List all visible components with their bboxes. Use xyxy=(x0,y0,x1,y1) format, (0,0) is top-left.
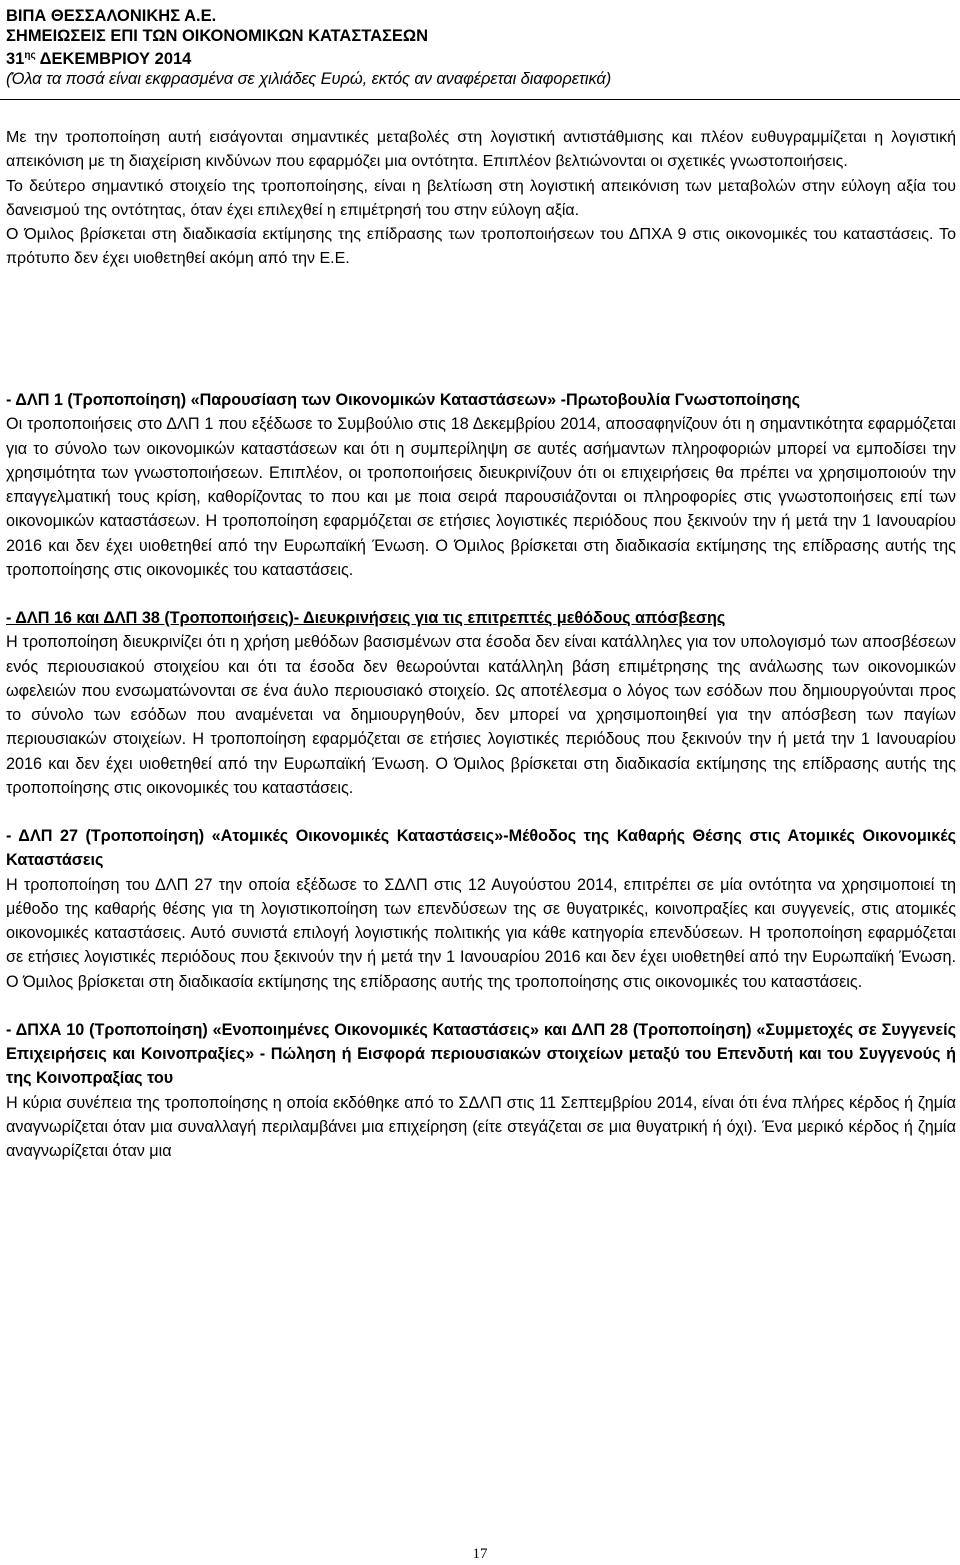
header-divider xyxy=(0,99,960,100)
section-title: - ΔΠΧΑ 10 (Τροποποίηση) «Ενοποιημένες Οικονομικές Καταστάσεις» και ΔΛΠ 28 (Τροποποίηση) «Συμμετοχές σε Συγγενείς Επιχειρήσεις και Κοινοπραξίες» - Πώληση ή Εισφορά περιουσιακών στοιχείων μεταξύ του Επενδυτή και του Συγγενούς ή της Κοινοπραξίας του xyxy=(6,1020,956,1088)
section-title: - ΔΛΠ 27 (Τροποποίηση) «Ατομικές Οικονομικές Καταστάσεις»-Μέθοδος της Καθαρής Θέσης στις Ατομικές Οικονομικές Καταστάσεις xyxy=(6,827,956,870)
date-day: 31 xyxy=(6,50,25,68)
intro-block xyxy=(6,126,956,272)
section-body: Η κύρια συνέπεια της τροποποίησης η οποία εκδόθηκε από το ΣΔΛΠ στις 11 Σεπτεμβρίου 2014, είναι ότι ένα πλήρες κέρδος ή ζημία αναγνωρίζεται όταν μια συναλλαγή περιλαμβάνει μια επιχείρηση (είτε στεγάζεται σε μια θυγατρική ή όχι). Ένα μερικό κέρδος ή ζημία αναγνωρίζεται όταν μια xyxy=(6,1093,956,1160)
date-rest: ΔΕΚΕΜΒΡΙΟΥ 2014 xyxy=(35,50,192,68)
intro-paragraph-2: Το δεύτερο σημαντικό στοιχείο της τροποποίησης, είναι η βελτίωση στη λογιστική απεικόνιση των μεταβολών στην εύλογη αξία του δανεισμού της οντότητας, όταν έχει επιλεχθεί η επιμέτρησή του στην εύλογη αξία. xyxy=(6,177,956,219)
section-ias-16-38 xyxy=(6,606,956,800)
section-title: - ΔΛΠ 16 και ΔΛΠ 38 (Τροποποιήσεις)- Διευκρινήσεις για τις επιτρεπτές μεθόδους απόσβεσης xyxy=(6,609,726,627)
section-body: Η τροποποίηση διευκρινίζει ότι η χρήση μεθόδων βασισμένων στα έσοδα δεν είναι κατάλληλες για τον υπολογισμό των αποσβέσεων ενός περιουσιακού στοιχείου και ότι τα έσοδα δεν θεωρούνται κατάλληλη βάση επιμέτρησης της ανάλωσης των οικονομικών ωφελειών που ενσωματώνονται σε ένα άυλο περιουσιακό στοιχείο. Ως αποτέλεσμα ο λόγος των εσόδων που δημιουργούνται προς το σύνολο των εσόδων που αναμένεται να δημιουργηθούν, δεν μπορεί να χρησιμοποιηθεί για την απόσβεση των παγίων περιουσιακών στοιχείων. Η τροποποίηση εφαρμόζεται σε ετήσιες λογιστικές περιόδους που ξεκινούν την ή μετά την 1 Ιανουαρίου 2016 και δεν έχει υιοθετηθεί από την Ευρωπαϊκή Ένωση. Ο Όμιλος βρίσκεται στη διαδικασία εκτίμησης της επίδρασης αυτής της τροποποίησης στις οικονομικές του καταστάσεις. xyxy=(6,633,956,797)
section-body: Οι τροποποιήσεις στο ΔΛΠ 1 που εξέδωσε το Συμβούλιο στις 18 Δεκεμβρίου 2014, αποσαφηνίζουν ότι η σημαντικότητα εφαρμόζεται για το σύνολο των οικονομικών καταστάσεων και ότι η συμπερίληψη σε αυτές ασήμαντων πληροφοριών μπορεί να εμποδίσει την χρησιμότητα των γνωστοποιήσεων. Επιπλέον, οι τροποποιήσεις διευκρινίζουν ότι οι επιχειρήσεις θα πρέπει να χρησιμοποιούν την επαγγελματική τους κρίση, καθορίζοντας το που και με ποια σειρά παρουσιάζονται οι πληροφορίες στις γνωστοποιήσεις επί των οικονομικών καταστάσεων. Η τροποποίηση εφαρμόζεται σε ετήσιες λογιστικές περιόδους που ξεκινούν την ή μετά την 1 Ιανουαρίου 2016 και δεν έχει υιοθετηθεί από την Ευρωπαϊκή Ένωση. Ο Όμιλος βρίσκεται στη διαδικασία εκτίμησης της επίδρασης αυτής της τροποποίησης στις οικονομικές του καταστάσεις. xyxy=(6,415,956,579)
date-suffix: ης xyxy=(24,50,36,61)
intro-paragraph-1: Με την τροποποίηση αυτή εισάγονται σημαντικές μεταβολές στη λογιστική αντιστάθμισης και πλέον ευθυγραμμίζεται η λογιστική απεικόνιση με τη διαχείριση κινδύνων που εφαρμόζει μια οντότητα. Επιπλέον βελτιώνονται οι σχετικές γνωστοποιήσεις. xyxy=(6,129,956,171)
section-ias-27 xyxy=(6,824,956,994)
report-date xyxy=(6,46,956,69)
page-number: 17 xyxy=(472,1546,488,1562)
section-ias-1 xyxy=(6,388,956,582)
page-header xyxy=(6,6,956,89)
section-ifrs-10-ias-28 xyxy=(6,1018,956,1164)
section-body: Η τροποποίηση του ΔΛΠ 27 την οποία εξέδωσε το ΣΔΛΠ στις 12 Αυγούστου 2014, επιτρέπει σε μία οντότητα να χρησιμοποιεί τη μέθοδο της καθαρής θέσης για τη λογιστικοποίηση των επενδύσεων της σε θυγατρικές, κοινοπραξίες και συγγενείς, στις ατομικές οικονομικές καταστάσεις. Αυτό συνιστά επιλογή λογιστικής πολιτικής για κάθε κατηγορία επενδύσεων. Η τροποποίηση εφαρμόζεται σε ετήσιες λογιστικές περιόδους που ξεκινούν την ή μετά την 1 Ιανουαρίου 2016 και δεν έχει υιοθετηθεί από την Ευρωπαϊκή Ένωση. Ο Όμιλος βρίσκεται στη διαδικασία εκτίμησης της επίδρασης αυτής της τροποποίησης στις οικονομικές του καταστάσεις. xyxy=(6,875,956,991)
standards-sections xyxy=(6,388,956,1187)
currency-note: (Όλα τα ποσά είναι εκφρασμένα σε χιλιάδες Ευρώ, εκτός αν αναφέρεται διαφορετικά) xyxy=(6,70,612,88)
notes-title: ΣΗΜΕΙΩΣΕΙΣ ΕΠΙ ΤΩΝ ΟΙΚΟΝΟΜΙΚΩΝ ΚΑΤΑΣΤΑΣΕΩΝ xyxy=(6,27,429,45)
company-name: ΒΙΠΑ ΘΕΣΣΑΛΟΝΙΚΗΣ Α.Ε. xyxy=(6,7,217,25)
intro-paragraph-3: Ο Όμιλος βρίσκεται στη διαδικασία εκτίμησης της επίδρασης των τροποποιήσεων του ΔΠΧΑ 9 στις οικονομικές του καταστάσεις. Το πρότυπο δεν έχει υιοθετηθεί ακόμη από την Ε.Ε. xyxy=(6,226,956,268)
section-title: - ΔΛΠ 1 (Τροποποίηση) «Παρουσίαση των Οικονομικών Καταστάσεων» -Πρωτοβουλία Γνωστοποίησης xyxy=(6,391,801,409)
